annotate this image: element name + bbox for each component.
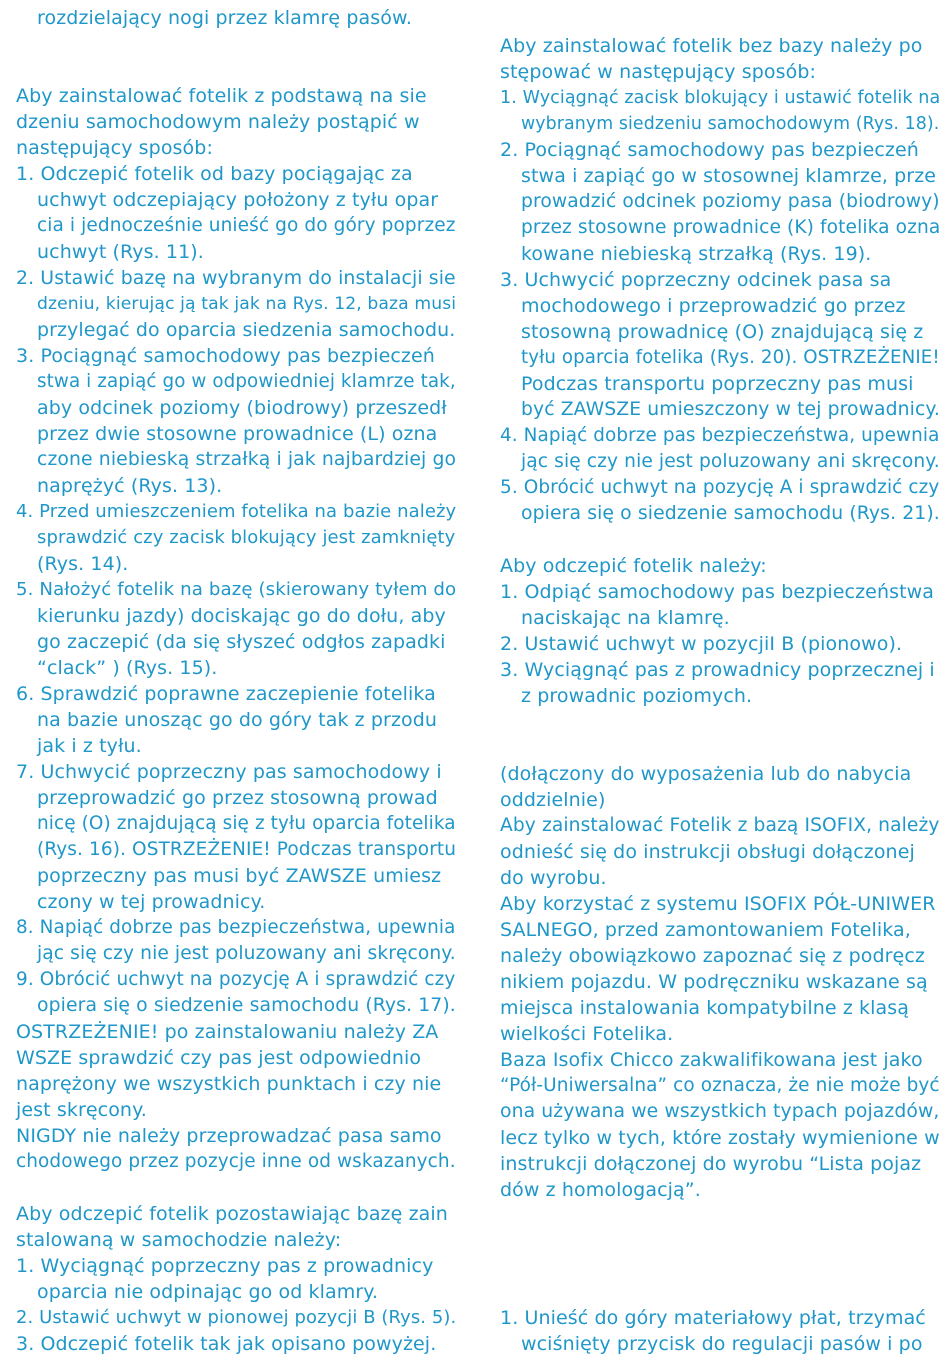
left_column-text-line: 9. Obrócić uchwyt na pozycję A i sprawdzić czy	[16, 969, 456, 990]
left_column-text-line: nicę (O) znajdującą się z tyłu oparcia fotelika	[37, 813, 456, 834]
right_column-text-line: miejsca instalowania kompatybilne z klasą	[500, 997, 910, 1019]
left_column-text-line: Aby odczepić fotelik pozostawiając bazę zain	[16, 1203, 448, 1225]
left_column-text-line: “clack” ) (Rys. 15).	[37, 657, 218, 679]
right_column-text-line: 5. Obrócić uchwyt na pozycję A i sprawdzić czy	[500, 477, 940, 498]
right_column-text-line: ona używana we wszystkich typach pojazdów,	[500, 1101, 940, 1122]
left_column-text-line: (Rys. 14).	[37, 553, 129, 575]
left_column-text-line: jąc się czy nie jest poluzowany ani skręcony.	[37, 943, 456, 964]
left_column-text-line: oparcia nie odpinając go od klamry.	[37, 1281, 379, 1303]
right_column-text-line: Aby korzystać z systemu ISOFIX PÓŁ-UNIWER	[500, 893, 936, 915]
right_column-text-line: Podczas transportu poprzeczny pas musi	[521, 373, 914, 395]
left_column-text-line: 2. Ustawić uchwyt w pionowej pozycji B (Rys. 5).	[16, 1307, 457, 1328]
right_column-text-line: jąc się czy nie jest poluzowany ani skręcony.	[521, 451, 940, 472]
right_column-text-line: 3. Wyciągnąć pas z prowadnicy poprzecznej i	[500, 659, 935, 681]
left_column-text-line: czony w tej prowadnicy.	[37, 891, 266, 913]
right_column-text-line: naciskając na klamrę.	[521, 607, 730, 629]
right_column-text-line: 3. Uchwycić poprzeczny odcinek pasa sa	[500, 269, 892, 291]
right_column-text-line: Aby zainstalować fotelik bez bazy należy po	[500, 35, 923, 57]
left_column-text-line: (Rys. 16). OSTRZEŻENIE! Podczas transportu	[37, 839, 457, 860]
right_column-text-line: 1. Odpiąć samochodowy pas bezpieczeństwa	[500, 581, 935, 603]
left_column-text-line: 6. Sprawdzić poprawne zaczepienie fotelika	[16, 683, 436, 705]
left_column-text-line: dzeniu, kierując ją tak jak na Rys. 12, baza musi	[37, 294, 457, 314]
left_column-text-line: 2. Ustawić bazę na wybranym do instalacji sie	[16, 267, 456, 289]
left_column-text-line: następujący sposób:	[16, 137, 213, 159]
left_column-text-line: czone niebieską strzałką i jak najbardziej go	[37, 449, 457, 470]
right_column-text-line: tyłu oparcia fotelika (Rys. 20). OSTRZEŻENIE!	[521, 347, 940, 368]
right_column-text-line: stosowną prowadnicę (O) znajdującą się z	[521, 321, 924, 343]
left_column-text-line: poprzeczny pas musi być ZAWSZE umiesz	[37, 865, 442, 887]
left_column-text-line: naprężony we wszystkich punktach i czy nie	[16, 1073, 442, 1095]
right_column-text-line: być ZAWSZE umieszczony w tej prowadnicy.	[521, 399, 940, 420]
left_column-text-line: stwa i zapiąć go w odpowiedniej klamrze tak,	[37, 371, 456, 392]
right_column-text-line: 1. Unieść do góry materiałowy płat, trzymać	[500, 1307, 926, 1329]
left_column-text-line: 5. Nałożyć fotelik na bazę (skierowany tyłem do	[16, 579, 457, 600]
left_column-text-line: OSTRZEŻENIE! po zainstalowaniu należy ZA	[16, 1021, 439, 1043]
right_column-text-line: Aby odczepić fotelik należy:	[500, 555, 767, 577]
right_column-text-line: 2. Pociągnąć samochodowy pas bezpieczeń	[500, 139, 919, 161]
left_column-text-line: dzeniu samochodowym należy postąpić w	[16, 111, 420, 133]
right_column-text-line: 4. Napiąć dobrze pas bezpieczeństwa, upewnia	[500, 425, 940, 446]
left_column-text-line: naprężyć (Rys. 13).	[37, 475, 223, 497]
left_column-text-line: na bazie unosząc go do góry tak z przodu	[37, 709, 438, 731]
left_column-text-line: kierunku jazdy) dociskając go do dołu, aby	[37, 605, 446, 627]
left_column-text-line: cia i jednocześnie unieść go do góry poprzez	[37, 215, 456, 236]
left_column-text-line: przeprowadzić go przez stosowną prowad	[37, 787, 438, 809]
left_column-text-line: 1. Wyciągnąć poprzeczny pas z prowadnicy	[16, 1255, 434, 1277]
right_column-text-line: dów z homologacją”.	[500, 1179, 701, 1201]
left_column-text-line: uchwyt (Rys. 11).	[37, 241, 204, 263]
right_column-text-line: (dołączony do wyposażenia lub do nabycia	[500, 763, 912, 785]
left_column-text-line: jak i z tyłu.	[37, 735, 142, 757]
left_column-text-line: Aby zainstalować fotelik z podstawą na sie	[16, 85, 427, 107]
left_column-text-line: przez dwie stosowne prowadnice (L) ozna	[37, 423, 438, 445]
right_column-text-line: z prowadnic poziomych.	[521, 685, 753, 707]
right_column-text-line: 2. Ustawić uchwyt w pozycjiI B (pionowo).	[500, 633, 903, 655]
left_column-text-line: przylegać do oparcia siedzenia samochodu.	[37, 319, 456, 341]
left_column-text-line: aby odcinek poziomy (biodrowy) przeszedł	[37, 397, 447, 419]
right_column-text-line: wybranym siedzeniu samochodowym (Rys. 18).	[521, 114, 940, 134]
right_column-text-line: instrukcji dołączonej do wyrobu “Lista pojaz	[500, 1153, 922, 1175]
left_column-text-line: 8. Napiąć dobrze pas bezpieczeństwa, upewnia	[16, 917, 456, 938]
right_column-text-line: opiera się o siedzenie samochodu (Rys. 21).	[521, 503, 940, 524]
right_column-text-line: prowadzić odcinek poziomy pasa (biodrowy)	[521, 191, 940, 212]
right_column-text-line: stwa i zapiąć go w stosownej klamrze, prze	[521, 165, 937, 187]
left_column-text-line: WSZE sprawdzić czy pas jest odpowiednio	[16, 1047, 422, 1069]
left_column-text-line: go zaczepić (da się słyszeć odgłos zapadki	[37, 631, 446, 653]
right_column-text-line: odnieść się do instrukcji obsługi dołączonej	[500, 841, 915, 863]
left_column-text-line: sprawdzić czy zacisk blokujący jest zamknięty	[37, 527, 456, 548]
right_column-text-line: 1. Wyciągnąć zacisk blokujący i ustawić fotelik na	[500, 88, 941, 108]
left_column-text-line: 4. Przed umieszczeniem fotelika na bazie należy	[16, 501, 457, 522]
left_column-text-line: 3. Odczepić fotelik tak jak opisano powyżej.	[16, 1333, 437, 1355]
right_column-text-line: mochodowego i przeprowadzić go przez	[521, 295, 906, 317]
right_column-text-line: kowane niebieską strzałką (Rys. 19).	[521, 243, 872, 265]
left_column-text-line: 7. Uchwycić poprzeczny pas samochodowy i	[16, 761, 442, 783]
right_column-text-line: do wyrobu.	[500, 867, 607, 889]
right_column-text-line: stępować w następujący sposób:	[500, 61, 817, 83]
left_column-text-line: chodowego przez pozycje inne od wskazanych.	[16, 1151, 456, 1172]
left_column-text-line: 3. Pociągnąć samochodowy pas bezpieczeń	[16, 345, 435, 367]
right_column-text-line: Baza Isofix Chicco zakwalifikowana jest jako	[500, 1049, 923, 1071]
left_column-text-line: uchwyt odczepiający położony z tyłu opar	[37, 189, 439, 211]
right_column-text-line: należy obowiązkowo zapoznać się z podręcz	[500, 945, 925, 967]
left_column-text-line: opiera się o siedzenie samochodu (Rys. 17).	[37, 995, 456, 1016]
right_column-text-line: wielkości Fotelika.	[500, 1023, 674, 1045]
right_column-text-line: nikiem pojazdu. W podręczniku wskazane są	[500, 971, 928, 993]
right_column-text-line: wciśnięty przycisk do regulacji pasów i po	[521, 1333, 923, 1355]
left_column-text-line: rozdzielający nogi przez klamrę pasów.	[37, 7, 412, 29]
right_column-text-line: oddzielnie)	[500, 789, 606, 811]
left_column-text-line: stalowaną w samochodzie należy:	[16, 1229, 342, 1251]
right_column-text-line: “Pół-Uniwersalna” co oznacza, że nie może być	[500, 1075, 940, 1096]
left_column-text-line: jest skręcony.	[16, 1099, 147, 1121]
right_column-text-line: SALNEGO, przed zamontowaniem Fotelika,	[500, 919, 911, 941]
left_column-text-line: 1. Odczepić fotelik od bazy pociągając za	[16, 163, 413, 185]
right_column-text-line: lecz tylko w tych, które zostały wymienione w	[500, 1127, 940, 1149]
right_column-text-line: Aby zainstalować Fotelik z bazą ISOFIX, należy	[500, 815, 940, 836]
right_column-text-line: przez stosowne prowadnice (K) fotelika ozna	[521, 217, 941, 238]
left_column-text-line: NIGDY nie należy przeprowadzać pasa samo	[16, 1125, 442, 1147]
